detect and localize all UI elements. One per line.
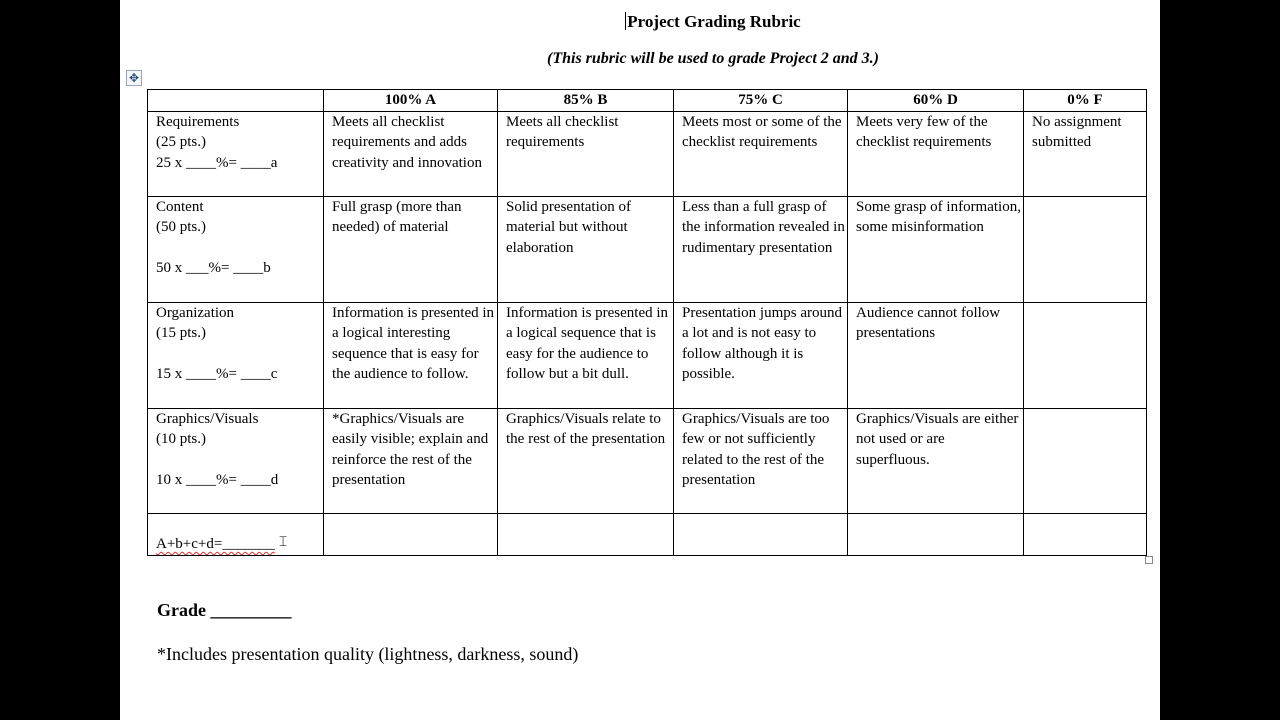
table-cell[interactable]: Graphics/Visuals are too few or not sufficiently related to the rest of the presentation [674, 408, 848, 513]
criterion-formula: 50 x ___%= ____b [156, 259, 271, 276]
sum-cell[interactable] [148, 513, 324, 555]
rubric-table[interactable] [147, 89, 1147, 556]
header-row [148, 90, 1147, 112]
table-cell[interactable] [1024, 408, 1147, 513]
criterion-cell[interactable] [148, 196, 324, 302]
table-cell[interactable] [498, 513, 674, 555]
criterion-points: (10 pts.) [156, 431, 206, 447]
sum-formula: A+b+c+d=_______ [156, 536, 275, 552]
spacer [156, 344, 321, 364]
document-title-text: Project Grading Rubric [627, 12, 801, 31]
header-cell-c[interactable]: 75% C [674, 90, 848, 112]
table-row [148, 302, 1147, 408]
table-row [148, 111, 1147, 196]
table-cell[interactable]: *Graphics/Visuals are easily visible; explain and reinforce the rest of the presentation [324, 408, 498, 513]
criterion-name: Content [156, 198, 204, 215]
table-cell[interactable] [324, 513, 498, 555]
table-cell[interactable] [674, 513, 848, 555]
criterion-points: (25 pts.) [156, 134, 206, 150]
spacer [156, 450, 321, 470]
document-title[interactable] [120, 12, 1160, 32]
table-cell[interactable]: Meets most or some of the checklist requirements [674, 111, 848, 196]
criterion-name: Organization [156, 304, 235, 321]
table-cell[interactable]: Graphics/Visuals relate to the rest of the presentation [498, 408, 674, 513]
table-move-icon[interactable]: ✥ [126, 70, 142, 86]
table-cell[interactable]: Less than a full grasp of the information revealed in rudimentary presentation [674, 196, 848, 302]
table-cell[interactable]: Meets all checklist requirements [498, 111, 674, 196]
table-cell[interactable]: Information is presented in a logical sequence that is easy for the audience to follow but a bit dull. [498, 302, 674, 408]
spacer [156, 238, 321, 258]
header-cell-d[interactable]: 60% D [848, 90, 1024, 112]
criterion-points: (50 pts.) [156, 219, 206, 235]
document-page[interactable] [120, 0, 1160, 720]
table-cell[interactable] [1024, 196, 1147, 302]
table-cell[interactable] [1024, 302, 1147, 408]
criterion-cell[interactable] [148, 302, 324, 408]
grade-line[interactable]: Grade _________ [157, 600, 292, 620]
table-row [148, 196, 1147, 302]
table-cell[interactable]: Solid presentation of material but without elaboration [498, 196, 674, 302]
table-cell[interactable]: Information is presented in a logical interesting sequence that is easy for the audience to follow. [324, 302, 498, 408]
header-cell-a[interactable]: 100% A [324, 90, 498, 112]
table-row [148, 408, 1147, 513]
table-cell[interactable] [1024, 513, 1147, 555]
table-cell[interactable]: Audience cannot follow presentations [848, 302, 1024, 408]
table-cell[interactable]: Full grasp (more than needed) of material [324, 196, 498, 302]
header-cell-empty[interactable] [148, 90, 324, 112]
table-cell[interactable]: No assignment submitted [1024, 111, 1147, 196]
sum-row [148, 513, 1147, 555]
criterion-formula: 15 x ____%= ____c [156, 365, 278, 382]
table-resize-icon[interactable] [1145, 556, 1153, 564]
table-cell[interactable]: Graphics/Visuals are either not used or are superfluous. [848, 408, 1024, 513]
table-cell[interactable]: Presentation jumps around a lot and is not easy to follow although it is possible. [674, 302, 848, 408]
i-beam-cursor-icon: ⌶ [278, 534, 288, 550]
criterion-name: Requirements [156, 113, 240, 130]
criterion-cell[interactable] [148, 408, 324, 513]
table-cell[interactable]: Some grasp of information, some misinformation [848, 196, 1024, 302]
criterion-name: Graphics/Visuals [156, 410, 259, 427]
table-cell[interactable] [848, 513, 1024, 555]
header-cell-b[interactable]: 85% B [498, 90, 674, 112]
document-subtitle[interactable]: (This rubric will be used to grade Project 2 and 3.) [547, 50, 879, 67]
criterion-formula: 25 x ____%= ____a [156, 154, 278, 171]
criterion-cell[interactable] [148, 111, 324, 196]
footnote[interactable]: *Includes presentation quality (lightness, darkness, sound) [157, 644, 579, 664]
table-cell[interactable]: Meets all checklist requirements and adds creativity and innovation [324, 111, 498, 196]
criterion-points: (15 pts.) [156, 325, 206, 341]
table-cell[interactable]: Meets very few of the checklist requirements [848, 111, 1024, 196]
criterion-formula: 10 x ____%= ____d [156, 471, 279, 488]
header-cell-f[interactable]: 0% F [1024, 90, 1147, 112]
